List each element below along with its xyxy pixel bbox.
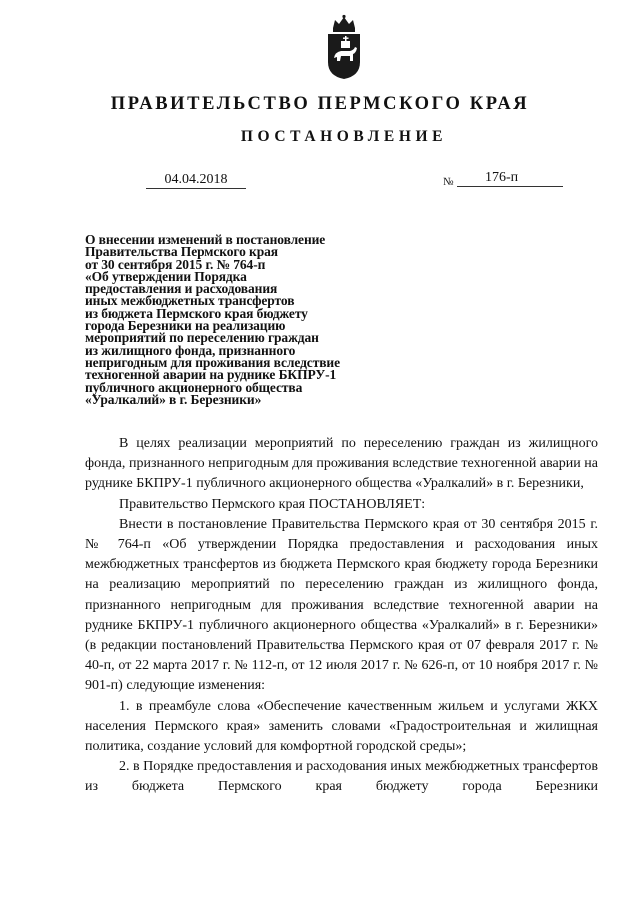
body-paragraph-resolves: Правительство Пермского края ПОСТАНОВЛЯЕТ: xyxy=(119,496,426,512)
perm-krai-coat-of-arms-icon xyxy=(325,14,363,80)
document-number: 176-п xyxy=(485,170,519,185)
heading-line: техногенной аварии на руднике БКПРУ-1 xyxy=(85,367,337,383)
heading-line: О внесении изменений в постановление xyxy=(85,232,326,247)
heading-line: от 30 сентября 2015 г. № 764-п xyxy=(85,256,266,272)
heading-line: города Березники на реализацию xyxy=(85,318,286,334)
heading-line: Правительства Пермского края xyxy=(85,244,278,260)
document-date: 04.04.2018 xyxy=(146,172,246,189)
government-title: ПРАВИТЕЛЬСТВО ПЕРМСКОГО КРАЯ xyxy=(110,94,530,114)
number-sign: № xyxy=(443,176,454,188)
heading-line: «Уралкалий» в г. Березники» xyxy=(85,391,262,407)
document-body xyxy=(85,434,598,798)
heading-line: из бюджета Пермского края бюджету xyxy=(85,305,308,321)
heading-line: из жилищного фонда, признанного xyxy=(85,342,296,358)
body-paragraph-item-1: 1. в преамбуле слова «Обеспечение качественным жильем и услугами ЖКХ населения Пермского края» заменить словами «Градостроительная и жилищная политика, создание условий для комфортной городской среды»; xyxy=(85,698,598,755)
body-paragraph-amend: Внести в постановление Правительства Пермского края от 30 сентября 2015 г. № 764-п «Об утверждении Порядка предоставления и расходования иных межбюджетных трансфертов из бюджета Пермского края бюджету города Березники на реализацию мероприятий по переселению граждан из жилищного фонда, признанного непригодным для проживания вследствие техногенной аварии на руднике БКПРУ-1 публичного акционерного общества «Уралкалий» в г. Березники» (в редакции постановлений Правительства Пермского края от 07 февраля 2017 г. № 40-п, от 22 марта 2017 г. № 112-п, от 12 июля 2017 г. № 626-п, от 10 ноября 2017 г. № 901-п) следующие изменения: xyxy=(85,516,598,694)
document-type: ПОСТАНОВЛЕНИЕ xyxy=(240,128,448,145)
body-paragraph-item-2: 2. в Порядке предоставления и расходования иных межбюджетных трансфертов из бюджета Пермского края бюджету города Березники xyxy=(85,759,598,795)
body-paragraph-preamble: В целях реализации мероприятий по переселению граждан из жилищного фонда, признанного непригодным для проживания вследствие техногенной аварии на руднике БКПРУ-1 публичного акционерного общества «Уралкалий» в г. Березники, xyxy=(85,436,598,492)
heading-line: иных межбюджетных трансфертов xyxy=(85,293,295,309)
heading-line: предоставления и расходования xyxy=(85,281,278,297)
heading-line: «Об утверждении Порядка xyxy=(85,268,247,284)
heading-line: мероприятий по переселению граждан xyxy=(85,330,319,346)
document-heading xyxy=(85,234,405,406)
heading-line: непригодным для проживания вследствие xyxy=(85,354,340,370)
document-number-field xyxy=(457,170,563,187)
heading-line: публичного акционерного общества xyxy=(85,379,303,395)
